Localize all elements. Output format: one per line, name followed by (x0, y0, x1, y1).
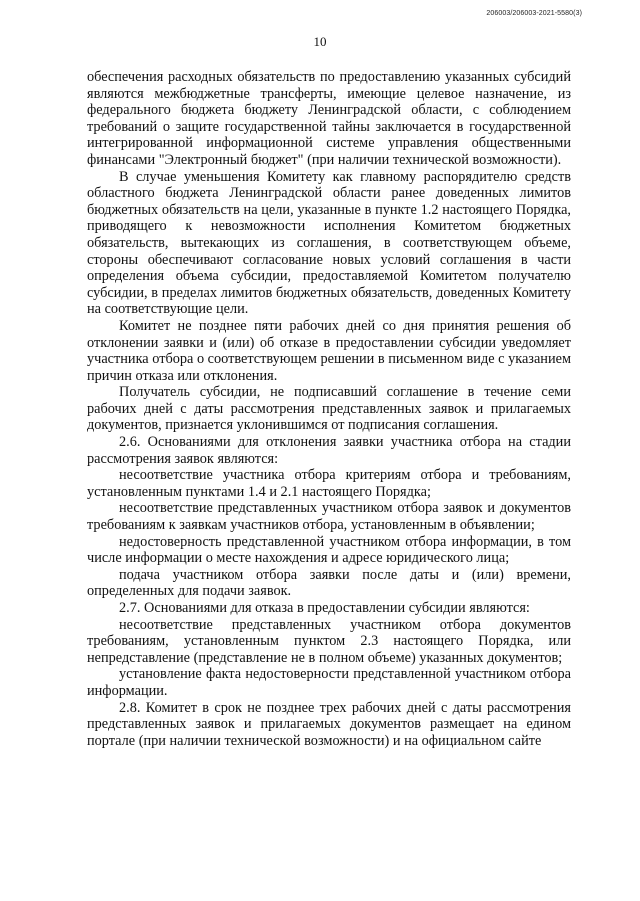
paragraph: Комитет не позднее пяти рабочих дней со дня принятия решения об отклонении заявки и (или) об отказе в предоставлении субсидии уведомляет участника отбора о соответствующем решении в письменном виде с указанием причин отказа или отклонения. (87, 317, 571, 384)
paragraph: несоответствие участника отбора критериям отбора и требованиям, установленным пунктами 1.4 и 2.1 настоящего Порядка; (87, 467, 571, 500)
paragraph: установление факта недостоверности представленной участником отбора информации. (87, 666, 571, 699)
paragraph: Получатель субсидии, не подписавший соглашение в течение семи рабочих дней с даты рассмотрения представленных заявок и прилагаемых документов, признается уклонившимся от подписания соглашения. (87, 384, 571, 434)
paragraph: несоответствие представленных участником отбора документов требованиям, установленным пунктом 2.3 настоящего Порядка, или непредставление (представление не в полном объеме) указанных документов; (87, 616, 571, 666)
paragraph: 2.8. Комитет в срок не позднее трех рабочих дней с даты рассмотрения представленных заявок и прилагаемых документов размещает на едином портале (при наличии технической возможности) и на официальном сайте (87, 699, 571, 749)
paragraph: обеспечения расходных обязательств по предоставлению указанных субсидий являются межбюджетные трансферты, имеющие целевое назначение, из федерального бюджета бюджету Ленинградской области, с соблюдением требований о защите государственной тайны заключается в государственной интегрированной информационной системе управления общественными финансами "Электронный бюджет" (при наличии технической возможности). (87, 69, 571, 168)
document-registration-number: 206003/206003-2021-5580(3) (486, 10, 582, 17)
paragraph: В случае уменьшения Комитету как главному распорядителю средств областного бюджета Ленинградской области ранее доведенных лимитов бюджетных обязательств на цели, указанные в пункте 1.2 настоящего Порядка, приводящего к невозможности исполнения Комитетом бюджетных обязательств, вытекающих из соглашения, в соответствующем объеме, стороны обеспечивают согласование новых условий соглашения в части определения объема субсидии, предоставляемой Комитетом получателю субсидии, в пределах лимитов бюджетных обязательств, доведенных Комитету на соответствующие цели. (87, 168, 571, 318)
paragraph: подача участником отбора заявки после даты и (или) времени, определенных для подачи заявок. (87, 566, 571, 600)
paragraph: 2.7. Основаниями для отказа в предоставлении субсидии являются: (119, 600, 530, 616)
page-number: 10 (313, 34, 327, 49)
paragraph: 2.6. Основаниями для отклонения заявки участника отбора на стадии рассмотрения заявок являются: (87, 434, 571, 467)
document-body (87, 69, 571, 749)
paragraph: несоответствие представленных участником отбора заявок и документов требованиям к заявкам участников отбора, установленным в объявлении; (87, 500, 571, 534)
paragraph: недостоверность представленной участником отбора информации, в том числе информации о месте нахождения и адресе юридического лица; (87, 533, 571, 567)
